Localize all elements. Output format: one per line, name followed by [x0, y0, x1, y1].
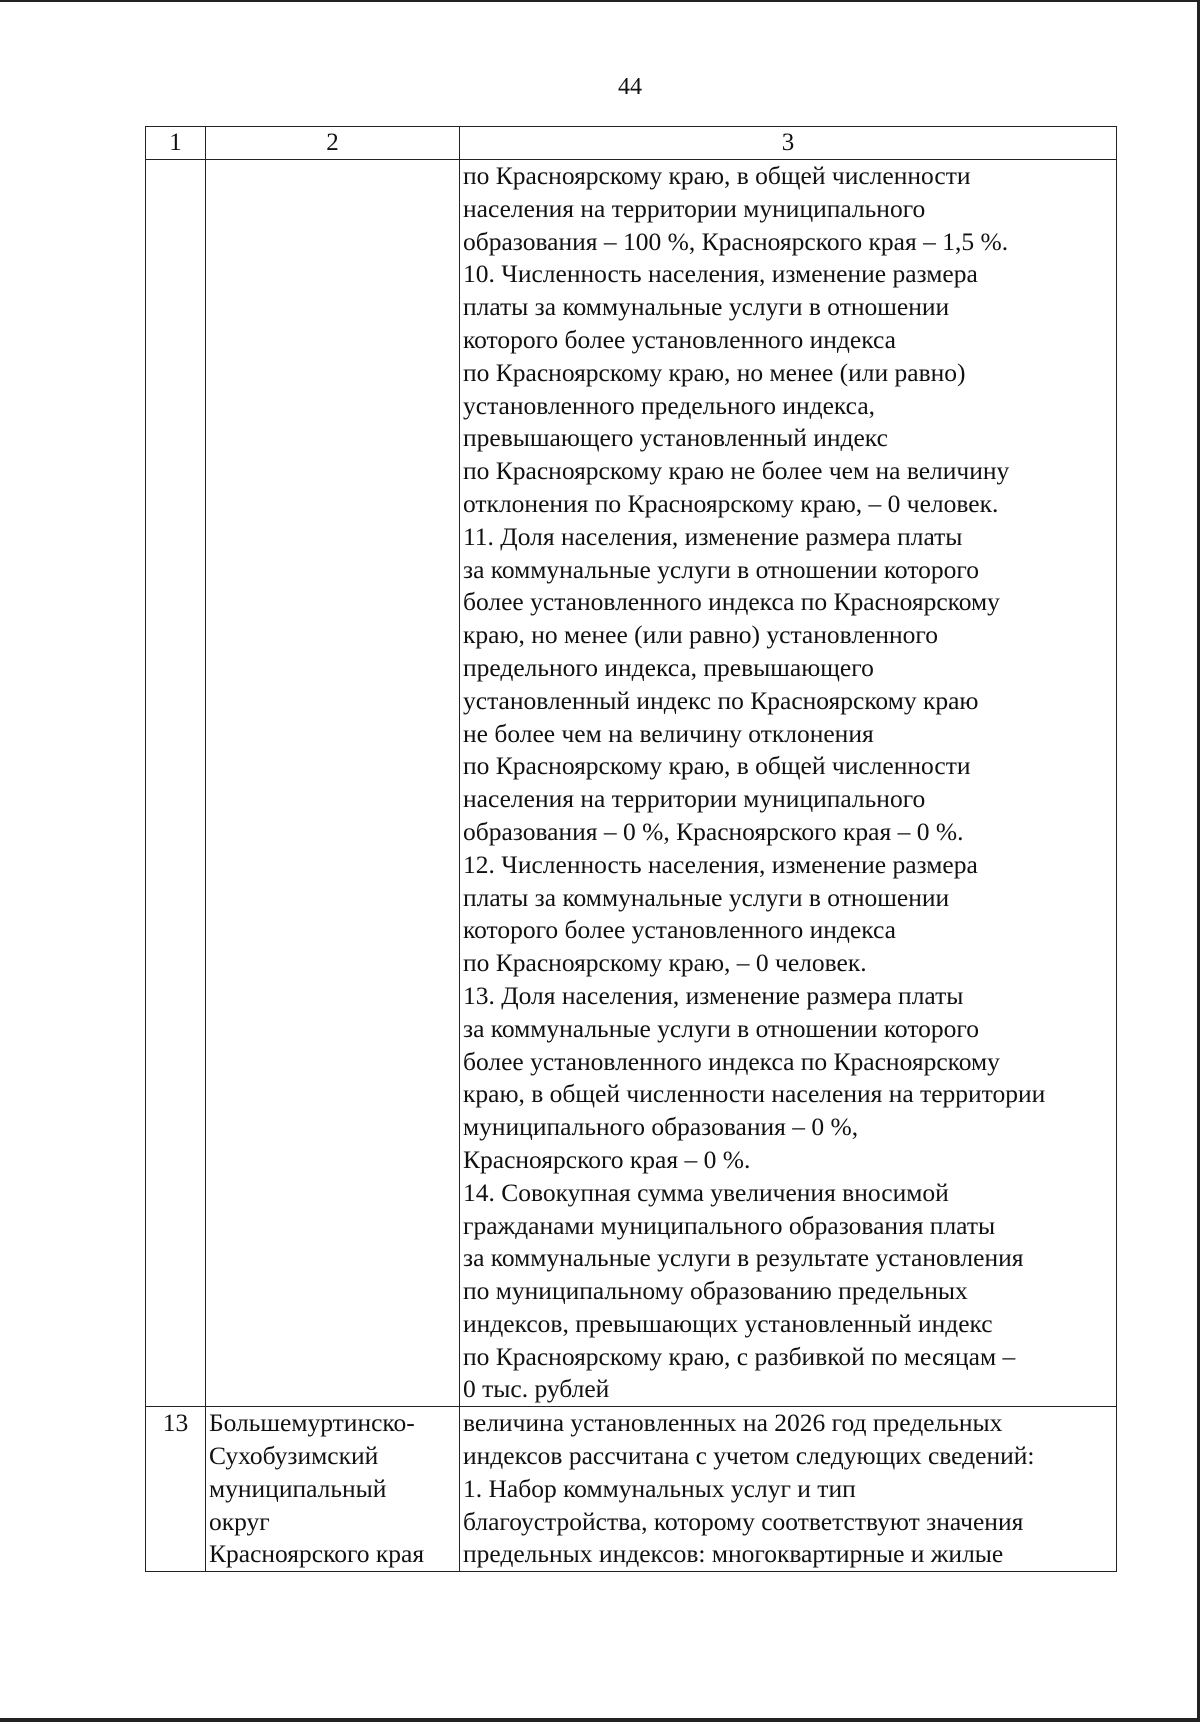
table-row: [146, 1407, 1117, 1572]
text-line: предельных индексов: многоквартирные и жилые: [463, 1539, 1004, 1569]
municipality-name-line: Большемуртинско-: [209, 1408, 415, 1438]
text-line: за коммунальные услуги в результате установления: [463, 1243, 1024, 1273]
text-line: муниципального образования – 0 %,: [463, 1112, 859, 1142]
text-line: по Красноярскому краю, но менее (или равно): [463, 357, 966, 387]
text-line: 0 тыс. рублей: [463, 1374, 610, 1404]
text-line: предельного индекса, превышающего: [463, 652, 874, 682]
text-line: по муниципальному образованию предельных: [463, 1276, 968, 1306]
text-line: превышающего установленный индекс: [463, 423, 888, 453]
header-cell-3: 3: [460, 127, 1117, 160]
text-line: индексов рассчитана с учетом следующих сведений:: [463, 1441, 1035, 1471]
municipality-name-line: Красноярского края: [209, 1539, 425, 1569]
text-line: платы за коммунальные услуги в отношении: [463, 292, 950, 322]
text-line: по Красноярскому краю, в общей численности: [463, 161, 971, 190]
municipality-name-line: Сухобузимский: [209, 1441, 379, 1471]
text-line: благоустройства, которому соответствуют значения: [463, 1506, 1024, 1536]
text-line: краю, но менее (или равно) установленного: [463, 620, 938, 650]
text-line: 1. Набор коммунальных услуг и тип: [463, 1473, 856, 1503]
page-number: 44: [618, 74, 642, 100]
text-line: отклонения по Красноярскому краю, – 0 человек.: [463, 488, 999, 518]
description-cell: [460, 1407, 1117, 1572]
text-line: за коммунальные услуги в отношении которого: [463, 1013, 979, 1043]
text-line: населения на территории муниципального: [463, 784, 926, 814]
text-line: установленного предельного индекса,: [463, 390, 876, 420]
row-number-cell: [146, 160, 206, 1407]
municipality-name-cell: [206, 1407, 460, 1572]
municipality-name-line: округ: [209, 1506, 270, 1536]
text-line: Красноярского края – 0 %.: [463, 1144, 751, 1174]
text-line: установленный индекс по Красноярскому краю: [463, 685, 979, 715]
header-cell-1: 1: [146, 127, 206, 160]
text-line: образования – 100 %, Красноярского края – 1,5 %.: [463, 226, 1009, 256]
text-line: индексов, превышающих установленный индекс: [463, 1308, 993, 1338]
document-table: [145, 126, 1117, 1572]
text-line: не более чем на величину отклонения: [463, 718, 874, 748]
text-line: более установленного индекса по Красноярскому: [463, 1046, 1000, 1076]
text-line: 13. Доля населения, изменение размера платы: [463, 980, 964, 1010]
text-line: по Красноярскому краю, – 0 человек.: [463, 948, 867, 978]
row-number-cell: 13: [146, 1407, 206, 1572]
text-line: более установленного индекса по Красноярскому: [463, 587, 1000, 617]
text-line: 11. Доля населения, изменение размера платы: [463, 521, 963, 551]
text-line: образования – 0 %, Красноярского края – 0 %.: [463, 816, 964, 846]
text-line: краю, в общей численности населения на территории: [463, 1079, 1046, 1109]
table-header-row: [146, 127, 1117, 160]
text-line: 14. Совокупная сумма увеличения вносимой: [463, 1177, 949, 1207]
municipality-name-line: муниципальный: [209, 1473, 387, 1503]
text-line: населения на территории муниципального: [463, 193, 926, 223]
text-line: 12. Численность населения, изменение размера: [463, 849, 978, 879]
text-line: по Красноярскому краю не более чем на величину: [463, 456, 1010, 486]
text-line: которого более установленного индекса: [463, 915, 896, 945]
text-line: по Красноярскому краю, в общей численности: [463, 751, 971, 781]
description-cell: [460, 160, 1117, 1407]
text-line: по Красноярскому краю, с разбивкой по месяцам –: [463, 1341, 1016, 1371]
text-line: которого более установленного индекса: [463, 324, 896, 354]
text-line: гражданами муниципального образования платы: [463, 1210, 996, 1240]
scan-edge-bottom: [0, 1718, 1200, 1722]
municipality-name-cell: [206, 160, 460, 1407]
text-line: 10. Численность населения, изменение размера: [463, 259, 978, 289]
header-cell-2: 2: [206, 127, 460, 160]
scan-edge-top: [0, 0, 1200, 2]
text-line: платы за коммунальные услуги в отношении: [463, 882, 950, 912]
table-row: [146, 160, 1117, 1407]
text-line: величина установленных на 2026 год предельных: [463, 1408, 1003, 1438]
text-line: за коммунальные услуги в отношении которого: [463, 554, 979, 584]
